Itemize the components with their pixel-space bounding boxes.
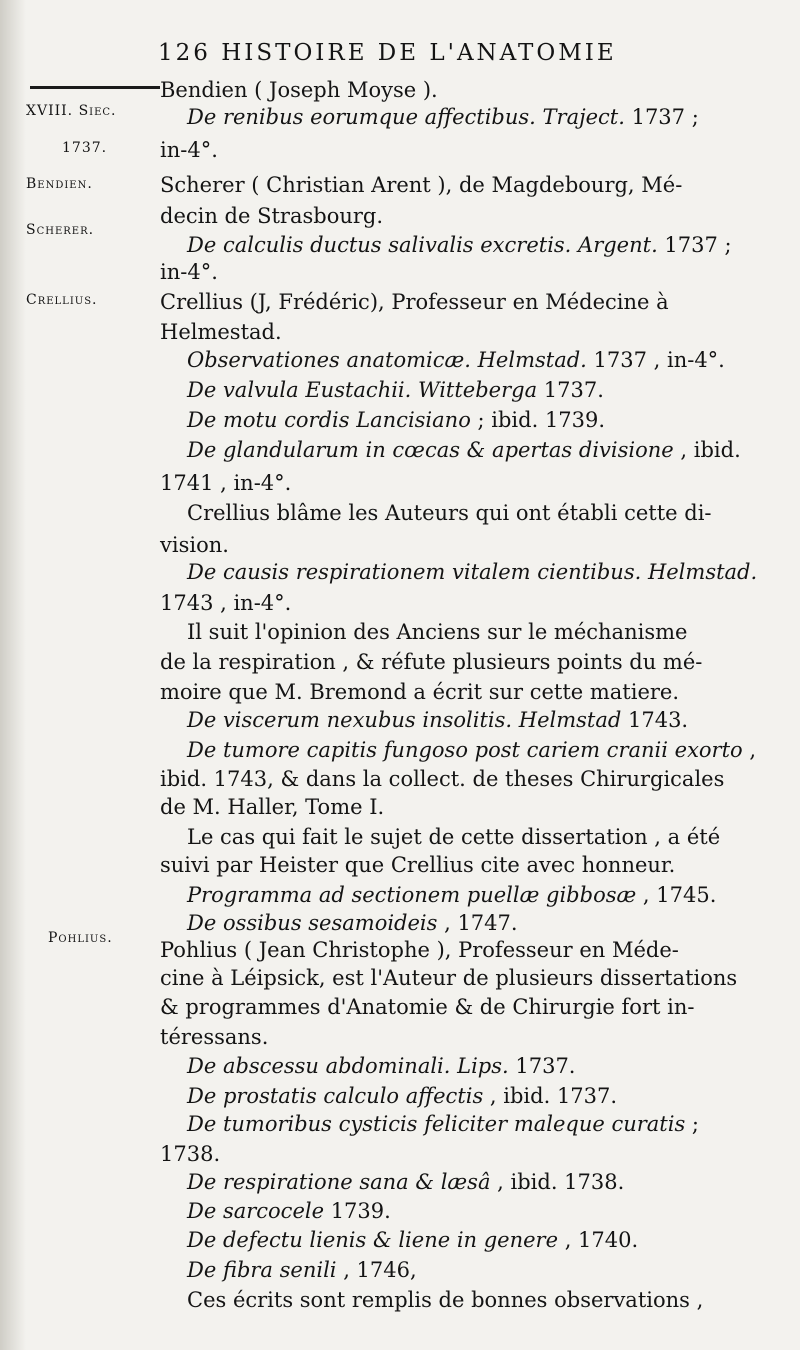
text-line bbox=[187, 107, 787, 128]
roman-text: ; bbox=[685, 1112, 700, 1136]
roman-text: moire que M. Bremond a écrit sur cette matiere. bbox=[160, 680, 680, 704]
text-line bbox=[160, 1027, 760, 1048]
text-line bbox=[160, 322, 760, 343]
text-line bbox=[160, 1144, 760, 1165]
text-line bbox=[160, 535, 760, 556]
latin-title: De causis respirationem vitalem cientibus. Helmstad. bbox=[187, 560, 758, 584]
roman-text: ibid. 1743, & dans la collect. de theses Chirurgicales bbox=[160, 767, 725, 791]
text-line bbox=[160, 997, 760, 1018]
roman-text: 1738. bbox=[160, 1142, 221, 1166]
text-line bbox=[187, 235, 787, 256]
margin-note-crellius: Crellius. bbox=[26, 292, 98, 308]
text-line bbox=[187, 1056, 787, 1077]
text-line bbox=[160, 769, 760, 790]
text-line bbox=[160, 797, 760, 818]
roman-text: Crellius (J, Frédéric), Professeur en Médecine à bbox=[160, 290, 669, 314]
roman-text: 1743 , in-4°. bbox=[160, 591, 292, 615]
roman-text: decin de Strasbourg. bbox=[160, 204, 384, 228]
text-line bbox=[187, 827, 787, 848]
text-line bbox=[160, 292, 760, 313]
latin-title: De respiratione sana & læsâ bbox=[187, 1170, 491, 1194]
latin-title: De glandularum in cœcas & apertas divisione bbox=[187, 438, 674, 462]
roman-text: suivi par Heister que Crellius cite avec honneur. bbox=[160, 853, 676, 877]
roman-text: in-4°. bbox=[160, 138, 218, 162]
latin-title: De defectu lienis & liene in genere bbox=[187, 1228, 559, 1252]
margin-rule bbox=[30, 86, 160, 89]
latin-title: De fibra senili bbox=[187, 1258, 337, 1282]
text-line bbox=[187, 380, 787, 401]
text-line bbox=[160, 682, 760, 703]
roman-text: Ces écrits sont remplis de bonnes observations , bbox=[187, 1288, 704, 1312]
latin-title: De motu cordis Lancisiano bbox=[187, 408, 471, 432]
latin-title: De viscerum nexubus insolitis. Helmstad bbox=[187, 708, 622, 732]
text-line bbox=[160, 855, 760, 876]
text-line bbox=[187, 913, 787, 934]
roman-text: 1737. bbox=[537, 378, 604, 402]
roman-text: 1743. bbox=[621, 708, 689, 732]
roman-text: de la respiration , & réfute plusieurs points du mé- bbox=[160, 650, 703, 674]
text-line bbox=[160, 473, 760, 494]
running-header: 126 HISTOIRE DE L'ANATOMIE bbox=[158, 40, 617, 66]
margin-note-year: 1737. bbox=[62, 140, 108, 156]
roman-text: ; ibid. 1739. bbox=[470, 408, 606, 432]
latin-title: De renibus eorumque affectibus. Traject. bbox=[187, 105, 625, 129]
roman-text: Scherer ( Christian Arent ), de Magdebourg, Mé- bbox=[160, 173, 683, 197]
text-line bbox=[160, 80, 760, 101]
roman-text: Pohlius ( Jean Christophe ), Professeur en Méde- bbox=[160, 938, 679, 962]
roman-text: 1737 , in-4°. bbox=[586, 348, 725, 372]
roman-text: 1739. bbox=[324, 1199, 391, 1223]
text-line bbox=[160, 140, 760, 161]
latin-title: De prostatis calculo affectis bbox=[187, 1084, 484, 1108]
roman-text: , 1746, bbox=[336, 1258, 417, 1282]
margin-note-pohlius: Pohlius. bbox=[48, 930, 113, 946]
latin-title: De ossibus sesamoideis bbox=[187, 911, 438, 935]
margin-note-scherer: Scherer. bbox=[26, 222, 95, 238]
text-line bbox=[160, 968, 760, 989]
roman-text: Le cas qui fait le sujet de cette dissertation , a été bbox=[187, 825, 721, 849]
latin-title: De calculis ductus salivalis excretis. Argent. bbox=[187, 233, 658, 257]
latin-title: De tumoribus cysticis feliciter maleque curatis bbox=[187, 1112, 686, 1136]
binding-shadow bbox=[0, 0, 26, 1350]
roman-text: 1737. bbox=[508, 1054, 576, 1078]
roman-text: 1737 ; bbox=[624, 105, 699, 129]
text-line bbox=[187, 1172, 787, 1193]
roman-text: 1737 ; bbox=[657, 233, 732, 257]
latin-title: De abscessu abdominali. Lips. bbox=[187, 1054, 509, 1078]
text-line bbox=[160, 593, 760, 614]
text-line bbox=[160, 940, 760, 961]
latin-title: Observationes anatomicæ. Helmstad. bbox=[187, 348, 587, 372]
roman-text: , 1740. bbox=[558, 1228, 639, 1252]
text-line bbox=[187, 710, 787, 731]
text-line bbox=[187, 885, 787, 906]
roman-text: & programmes d'Anatomie & de Chirurgie fort in- bbox=[160, 995, 695, 1019]
text-line bbox=[187, 1260, 787, 1281]
roman-text: , 1745. bbox=[636, 883, 717, 907]
text-line bbox=[160, 206, 760, 227]
margin-note-century: XVIII. Siec. bbox=[26, 103, 117, 119]
latin-title: De valvula Eustachii. Witteberga bbox=[187, 378, 538, 402]
latin-title: De sarcocele bbox=[187, 1199, 325, 1223]
text-line bbox=[187, 622, 787, 643]
roman-text: 1741 , in-4°. bbox=[160, 471, 292, 495]
roman-text: , 1747. bbox=[437, 911, 518, 935]
text-line bbox=[187, 350, 787, 371]
roman-text: , ibid. 1737. bbox=[483, 1084, 618, 1108]
roman-text: téressans. bbox=[160, 1025, 269, 1049]
text-line bbox=[187, 1230, 787, 1251]
text-line bbox=[187, 1086, 787, 1107]
roman-text: in-4°. bbox=[160, 260, 218, 284]
roman-text: , ibid. 1738. bbox=[490, 1170, 625, 1194]
text-line bbox=[160, 652, 760, 673]
roman-text: , ibid. bbox=[673, 438, 741, 462]
roman-text: cine à Léipsick, est l'Auteur de plusieurs dissertations bbox=[160, 966, 738, 990]
margin-note-bendien: Bendien. bbox=[26, 176, 93, 192]
text-line bbox=[187, 740, 787, 761]
roman-text: Bendien ( Joseph Moyse ). bbox=[160, 78, 438, 102]
text-line bbox=[187, 562, 787, 583]
text-line bbox=[160, 262, 760, 283]
roman-text: vision. bbox=[160, 533, 229, 557]
latin-title: De tumore capitis fungoso post cariem cranii exorto bbox=[187, 738, 743, 762]
roman-text: Il suit l'opinion des Anciens sur le méchanisme bbox=[187, 620, 688, 644]
text-line bbox=[187, 1290, 787, 1311]
text-line bbox=[187, 503, 787, 524]
text-line bbox=[187, 1114, 787, 1135]
roman-text: de M. Haller, Tome I. bbox=[160, 795, 385, 819]
roman-text: , bbox=[742, 738, 757, 762]
text-line bbox=[187, 1201, 787, 1222]
latin-title: Programma ad sectionem puellæ gibbosæ bbox=[187, 883, 637, 907]
text-line bbox=[160, 175, 760, 196]
roman-text: Helmestad. bbox=[160, 320, 282, 344]
roman-text: Crellius blâme les Auteurs qui ont établi cette di- bbox=[187, 501, 712, 525]
text-line bbox=[187, 410, 787, 431]
text-line bbox=[187, 440, 787, 461]
